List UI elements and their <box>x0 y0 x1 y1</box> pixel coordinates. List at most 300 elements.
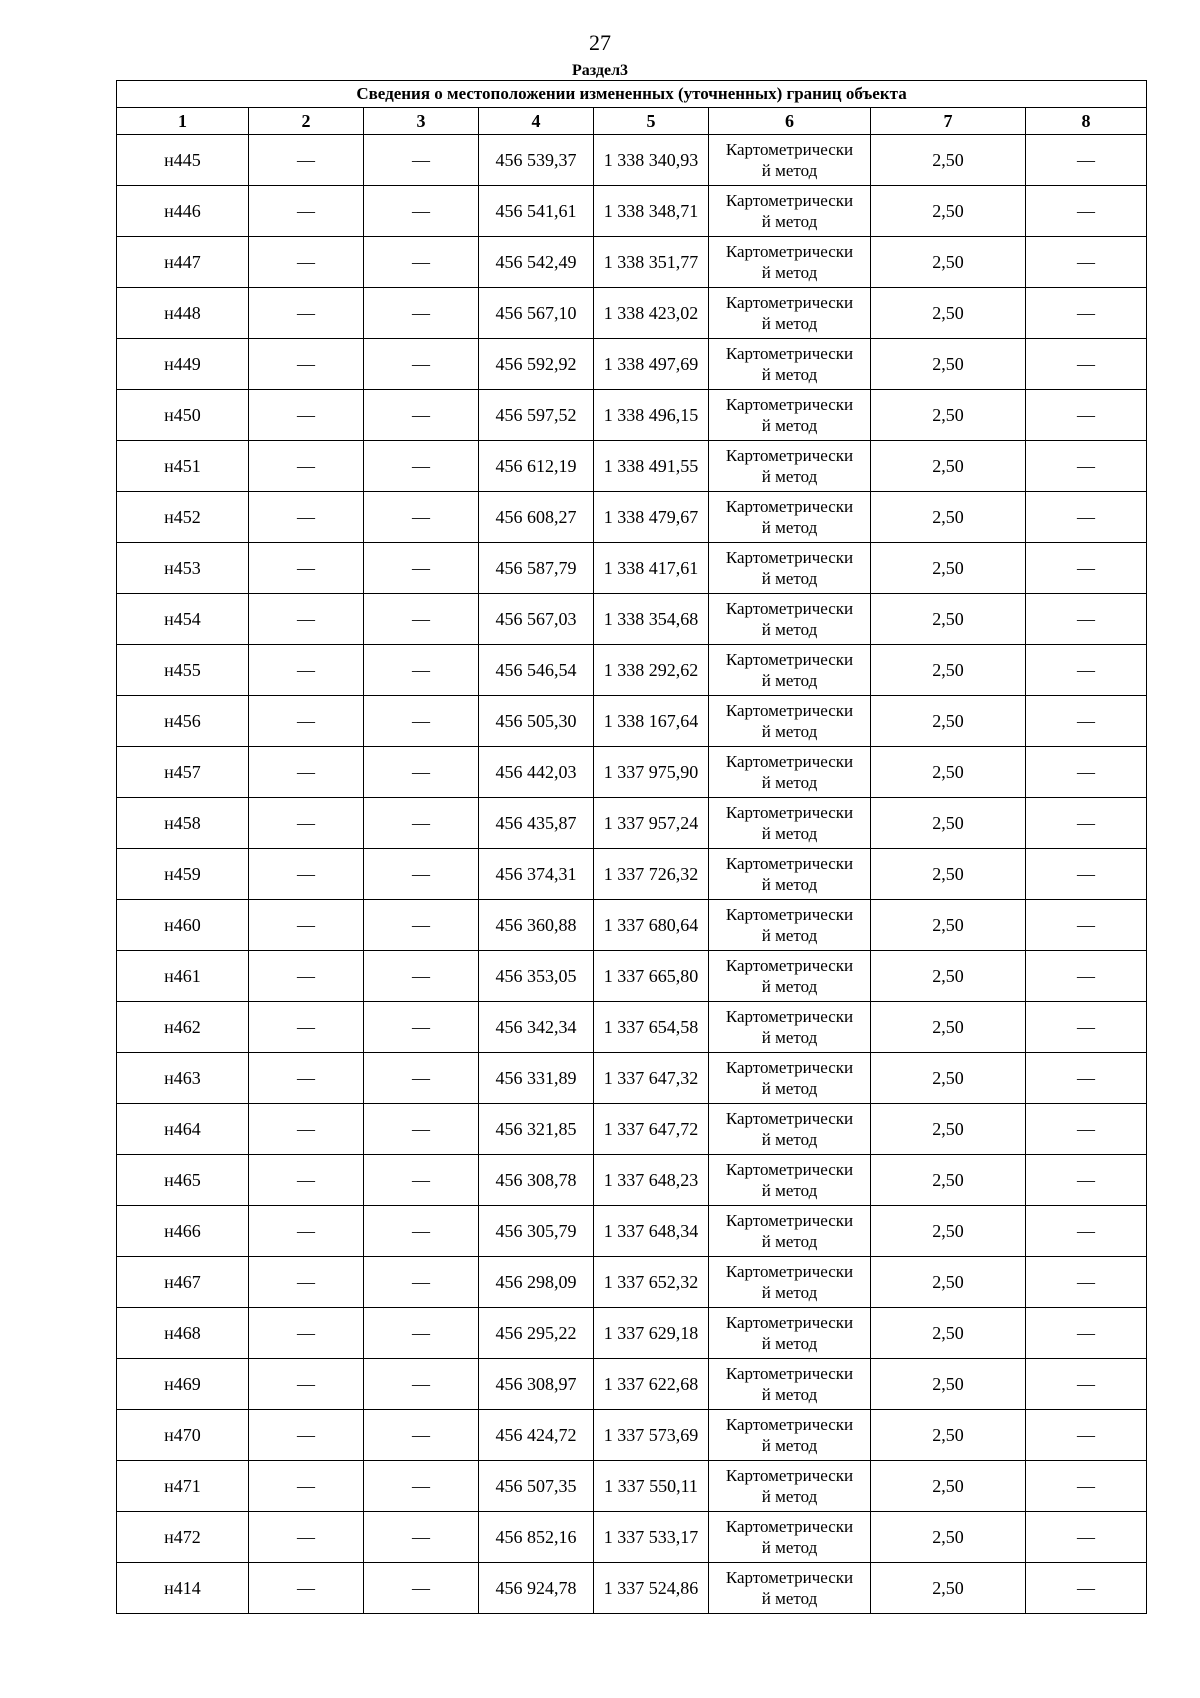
x-coordinate-cell: 456 608,27 <box>479 492 594 543</box>
method-line-1: Картометрически <box>725 701 854 720</box>
column-2-cell: — <box>249 1359 364 1410</box>
method-line-1: Картометрически <box>725 599 854 618</box>
method-line-2: й метод <box>761 161 818 180</box>
table-row <box>117 543 1147 594</box>
column-3-cell: — <box>364 696 479 747</box>
column-2-cell: — <box>249 1563 364 1614</box>
column-3-cell: — <box>364 1308 479 1359</box>
method-line-1: Картометрически <box>725 1415 854 1434</box>
column-8-cell: — <box>1026 237 1147 288</box>
table-row <box>117 1002 1147 1053</box>
method-line-1: Картометрически <box>725 1517 854 1536</box>
column-8-cell: — <box>1026 390 1147 441</box>
method-line-2: й метод <box>761 569 818 588</box>
column-number: 1 <box>117 108 249 135</box>
y-coordinate-cell: 1 337 533,17 <box>594 1512 709 1563</box>
y-coordinate-cell: 1 338 348,71 <box>594 186 709 237</box>
method-cell <box>709 1104 871 1155</box>
y-coordinate-cell: 1 337 647,72 <box>594 1104 709 1155</box>
column-3-cell: — <box>364 1359 479 1410</box>
x-coordinate-cell: 456 546,54 <box>479 645 594 696</box>
column-3-cell: — <box>364 288 479 339</box>
accuracy-cell: 2,50 <box>871 441 1026 492</box>
accuracy-cell: 2,50 <box>871 849 1026 900</box>
method-line-2: й метод <box>761 1538 818 1557</box>
y-coordinate-cell: 1 337 665,80 <box>594 951 709 1002</box>
method-cell <box>709 951 871 1002</box>
table-row <box>117 441 1147 492</box>
y-coordinate-cell: 1 338 491,55 <box>594 441 709 492</box>
method-line-1: Картометрически <box>725 293 854 312</box>
column-2-cell: — <box>249 543 364 594</box>
table-row <box>117 237 1147 288</box>
column-3-cell: — <box>364 441 479 492</box>
table-row <box>117 1359 1147 1410</box>
method-line-1: Картометрически <box>725 854 854 873</box>
point-id-cell: н466 <box>117 1206 249 1257</box>
column-2-cell: — <box>249 1410 364 1461</box>
method-line-1: Картометрически <box>725 1262 854 1281</box>
y-coordinate-cell: 1 337 975,90 <box>594 747 709 798</box>
point-id-cell: н469 <box>117 1359 249 1410</box>
x-coordinate-cell: 456 567,10 <box>479 288 594 339</box>
point-id-cell: н463 <box>117 1053 249 1104</box>
point-id-cell: н467 <box>117 1257 249 1308</box>
y-coordinate-cell: 1 338 496,15 <box>594 390 709 441</box>
column-3-cell: — <box>364 1257 479 1308</box>
point-id-cell: н451 <box>117 441 249 492</box>
y-coordinate-cell: 1 338 417,61 <box>594 543 709 594</box>
accuracy-cell: 2,50 <box>871 390 1026 441</box>
method-cell <box>709 339 871 390</box>
method-cell <box>709 1206 871 1257</box>
column-8-cell: — <box>1026 1104 1147 1155</box>
method-line-1: Картометрически <box>725 242 854 261</box>
method-cell <box>709 747 871 798</box>
y-coordinate-cell: 1 337 622,68 <box>594 1359 709 1410</box>
accuracy-cell: 2,50 <box>871 186 1026 237</box>
method-cell <box>709 492 871 543</box>
table-row <box>117 747 1147 798</box>
x-coordinate-cell: 456 360,88 <box>479 900 594 951</box>
column-8-cell: — <box>1026 1308 1147 1359</box>
column-3-cell: — <box>364 645 479 696</box>
column-3-cell: — <box>364 1563 479 1614</box>
accuracy-cell: 2,50 <box>871 1155 1026 1206</box>
column-8-cell: — <box>1026 186 1147 237</box>
column-8-cell: — <box>1026 339 1147 390</box>
column-2-cell: — <box>249 237 364 288</box>
column-8-cell: — <box>1026 1410 1147 1461</box>
method-line-2: й метод <box>761 773 818 792</box>
method-cell <box>709 849 871 900</box>
point-id-cell: н471 <box>117 1461 249 1512</box>
column-3-cell: — <box>364 1206 479 1257</box>
point-id-cell: н446 <box>117 186 249 237</box>
method-line-2: й метод <box>761 620 818 639</box>
method-line-2: й метод <box>761 314 818 333</box>
method-cell <box>709 1308 871 1359</box>
column-8-cell: — <box>1026 441 1147 492</box>
method-line-1: Картометрически <box>725 1568 854 1587</box>
method-line-2: й метод <box>761 467 818 486</box>
column-2-cell: — <box>249 1308 364 1359</box>
column-2-cell: — <box>249 441 364 492</box>
column-3-cell: — <box>364 237 479 288</box>
accuracy-cell: 2,50 <box>871 900 1026 951</box>
column-number: 5 <box>594 108 709 135</box>
column-3-cell: — <box>364 849 479 900</box>
column-2-cell: — <box>249 339 364 390</box>
table-row <box>117 1410 1147 1461</box>
column-8-cell: — <box>1026 594 1147 645</box>
accuracy-cell: 2,50 <box>871 1308 1026 1359</box>
method-line-1: Картометрически <box>725 803 854 822</box>
method-line-1: Картометрически <box>725 1109 854 1128</box>
method-line-2: й метод <box>761 1232 818 1251</box>
x-coordinate-cell: 456 507,35 <box>479 1461 594 1512</box>
column-2-cell: — <box>249 1206 364 1257</box>
accuracy-cell: 2,50 <box>871 1104 1026 1155</box>
column-8-cell: — <box>1026 951 1147 1002</box>
table-row <box>117 492 1147 543</box>
point-id-cell: н414 <box>117 1563 249 1614</box>
method-line-2: й метод <box>761 1028 818 1047</box>
point-id-cell: н461 <box>117 951 249 1002</box>
column-3-cell: — <box>364 900 479 951</box>
method-line-2: й метод <box>761 416 818 435</box>
accuracy-cell: 2,50 <box>871 135 1026 186</box>
accuracy-cell: 2,50 <box>871 543 1026 594</box>
column-number: 3 <box>364 108 479 135</box>
method-line-2: й метод <box>761 1436 818 1455</box>
method-line-1: Картометрически <box>725 191 854 210</box>
method-line-1: Картометрически <box>725 1007 854 1026</box>
method-cell <box>709 696 871 747</box>
accuracy-cell: 2,50 <box>871 696 1026 747</box>
column-2-cell: — <box>249 390 364 441</box>
table-row <box>117 1104 1147 1155</box>
method-line-2: й метод <box>761 977 818 996</box>
column-8-cell: — <box>1026 1563 1147 1614</box>
column-2-cell: — <box>249 849 364 900</box>
column-8-cell: — <box>1026 135 1147 186</box>
method-line-2: й метод <box>761 722 818 741</box>
method-line-2: й метод <box>761 212 818 231</box>
boundary-table <box>116 80 1147 1614</box>
method-line-2: й метод <box>761 518 818 537</box>
x-coordinate-cell: 456 924,78 <box>479 1563 594 1614</box>
method-line-1: Картометрически <box>725 1160 854 1179</box>
column-3-cell: — <box>364 951 479 1002</box>
x-coordinate-cell: 456 587,79 <box>479 543 594 594</box>
method-line-1: Картометрически <box>725 395 854 414</box>
method-cell <box>709 900 871 951</box>
method-line-1: Картометрически <box>725 344 854 363</box>
accuracy-cell: 2,50 <box>871 1053 1026 1104</box>
table-row <box>117 849 1147 900</box>
method-cell <box>709 1410 871 1461</box>
y-coordinate-cell: 1 337 629,18 <box>594 1308 709 1359</box>
accuracy-cell: 2,50 <box>871 747 1026 798</box>
point-id-cell: н462 <box>117 1002 249 1053</box>
point-id-cell: н458 <box>117 798 249 849</box>
y-coordinate-cell: 1 337 652,32 <box>594 1257 709 1308</box>
method-line-2: й метод <box>761 1487 818 1506</box>
column-8-cell: — <box>1026 1257 1147 1308</box>
x-coordinate-cell: 456 295,22 <box>479 1308 594 1359</box>
method-line-2: й метод <box>761 824 818 843</box>
point-id-cell: н465 <box>117 1155 249 1206</box>
table-row <box>117 696 1147 747</box>
x-coordinate-cell: 456 597,52 <box>479 390 594 441</box>
y-coordinate-cell: 1 338 354,68 <box>594 594 709 645</box>
accuracy-cell: 2,50 <box>871 594 1026 645</box>
section-title: Раздел3 <box>571 62 629 79</box>
column-8-cell: — <box>1026 1155 1147 1206</box>
column-2-cell: — <box>249 1053 364 1104</box>
x-coordinate-cell: 456 852,16 <box>479 1512 594 1563</box>
x-coordinate-cell: 456 592,92 <box>479 339 594 390</box>
method-line-1: Картометрически <box>725 956 854 975</box>
point-id-cell: н453 <box>117 543 249 594</box>
method-cell <box>709 288 871 339</box>
method-line-1: Картометрически <box>725 497 854 516</box>
y-coordinate-cell: 1 338 340,93 <box>594 135 709 186</box>
method-line-2: й метод <box>761 1589 818 1608</box>
method-cell <box>709 645 871 696</box>
method-cell <box>709 1563 871 1614</box>
method-line-1: Картометрически <box>725 650 854 669</box>
table-row <box>117 390 1147 441</box>
method-line-1: Картометрически <box>725 1058 854 1077</box>
table-row <box>117 1257 1147 1308</box>
method-line-2: й метод <box>761 1181 818 1200</box>
column-8-cell: — <box>1026 696 1147 747</box>
method-cell <box>709 1461 871 1512</box>
y-coordinate-cell: 1 337 648,23 <box>594 1155 709 1206</box>
column-number: 4 <box>479 108 594 135</box>
column-3-cell: — <box>364 135 479 186</box>
table-row <box>117 339 1147 390</box>
method-line-1: Картометрически <box>725 140 854 159</box>
method-cell <box>709 390 871 441</box>
y-coordinate-cell: 1 337 957,24 <box>594 798 709 849</box>
column-8-cell: — <box>1026 288 1147 339</box>
accuracy-cell: 2,50 <box>871 798 1026 849</box>
column-2-cell: — <box>249 288 364 339</box>
method-cell <box>709 1053 871 1104</box>
method-cell <box>709 594 871 645</box>
method-line-2: й метод <box>761 1283 818 1302</box>
table-row <box>117 135 1147 186</box>
column-8-cell: — <box>1026 1359 1147 1410</box>
column-8-cell: — <box>1026 1512 1147 1563</box>
column-2-cell: — <box>249 747 364 798</box>
x-coordinate-cell: 456 353,05 <box>479 951 594 1002</box>
y-coordinate-cell: 1 337 654,58 <box>594 1002 709 1053</box>
column-3-cell: — <box>364 798 479 849</box>
accuracy-cell: 2,50 <box>871 951 1026 1002</box>
point-id-cell: н445 <box>117 135 249 186</box>
column-3-cell: — <box>364 1461 479 1512</box>
method-line-1: Картометрически <box>725 1364 854 1383</box>
table-row <box>117 900 1147 951</box>
column-8-cell: — <box>1026 492 1147 543</box>
column-number-row <box>117 108 1147 135</box>
x-coordinate-cell: 456 308,78 <box>479 1155 594 1206</box>
column-2-cell: — <box>249 900 364 951</box>
column-2-cell: — <box>249 798 364 849</box>
x-coordinate-cell: 456 331,89 <box>479 1053 594 1104</box>
method-cell <box>709 1155 871 1206</box>
method-cell <box>709 1002 871 1053</box>
method-cell <box>709 441 871 492</box>
method-line-2: й метод <box>761 875 818 894</box>
method-line-2: й метод <box>761 365 818 384</box>
column-3-cell: — <box>364 339 479 390</box>
y-coordinate-cell: 1 337 550,11 <box>594 1461 709 1512</box>
method-cell <box>709 798 871 849</box>
table-body <box>117 135 1147 1614</box>
column-3-cell: — <box>364 594 479 645</box>
x-coordinate-cell: 456 308,97 <box>479 1359 594 1410</box>
accuracy-cell: 2,50 <box>871 339 1026 390</box>
accuracy-cell: 2,50 <box>871 645 1026 696</box>
point-id-cell: н460 <box>117 900 249 951</box>
table-row <box>117 288 1147 339</box>
accuracy-cell: 2,50 <box>871 1359 1026 1410</box>
method-cell <box>709 186 871 237</box>
column-8-cell: — <box>1026 645 1147 696</box>
point-id-cell: н468 <box>117 1308 249 1359</box>
method-cell <box>709 237 871 288</box>
method-cell <box>709 1257 871 1308</box>
table-row <box>117 1206 1147 1257</box>
method-line-1: Картометрически <box>725 446 854 465</box>
point-id-cell: н456 <box>117 696 249 747</box>
method-line-1: Картометрически <box>725 905 854 924</box>
x-coordinate-cell: 456 612,19 <box>479 441 594 492</box>
table-row <box>117 1563 1147 1614</box>
y-coordinate-cell: 1 337 648,34 <box>594 1206 709 1257</box>
column-number: 6 <box>709 108 871 135</box>
column-3-cell: — <box>364 390 479 441</box>
accuracy-cell: 2,50 <box>871 1461 1026 1512</box>
table-row <box>117 1308 1147 1359</box>
accuracy-cell: 2,50 <box>871 1410 1026 1461</box>
method-line-1: Картометрически <box>725 1313 854 1332</box>
accuracy-cell: 2,50 <box>871 288 1026 339</box>
method-line-2: й метод <box>761 1130 818 1149</box>
column-3-cell: — <box>364 1053 479 1104</box>
point-id-cell: н450 <box>117 390 249 441</box>
column-2-cell: — <box>249 186 364 237</box>
method-line-1: Картометрически <box>725 1466 854 1485</box>
column-8-cell: — <box>1026 543 1147 594</box>
column-2-cell: — <box>249 1104 364 1155</box>
accuracy-cell: 2,50 <box>871 1002 1026 1053</box>
table-row <box>117 798 1147 849</box>
column-3-cell: — <box>364 186 479 237</box>
x-coordinate-cell: 456 342,34 <box>479 1002 594 1053</box>
column-8-cell: — <box>1026 747 1147 798</box>
table-row <box>117 186 1147 237</box>
point-id-cell: н447 <box>117 237 249 288</box>
accuracy-cell: 2,50 <box>871 1512 1026 1563</box>
x-coordinate-cell: 456 298,09 <box>479 1257 594 1308</box>
column-8-cell: — <box>1026 1206 1147 1257</box>
x-coordinate-cell: 456 321,85 <box>479 1104 594 1155</box>
y-coordinate-cell: 1 337 524,86 <box>594 1563 709 1614</box>
x-coordinate-cell: 456 424,72 <box>479 1410 594 1461</box>
y-coordinate-cell: 1 338 351,77 <box>594 237 709 288</box>
x-coordinate-cell: 456 542,49 <box>479 237 594 288</box>
method-line-2: й метод <box>761 1079 818 1098</box>
accuracy-cell: 2,50 <box>871 1257 1026 1308</box>
y-coordinate-cell: 1 337 726,32 <box>594 849 709 900</box>
column-2-cell: — <box>249 696 364 747</box>
x-coordinate-cell: 456 435,87 <box>479 798 594 849</box>
method-line-1: Картометрически <box>725 548 854 567</box>
x-coordinate-cell: 456 539,37 <box>479 135 594 186</box>
table-row <box>117 645 1147 696</box>
x-coordinate-cell: 456 567,03 <box>479 594 594 645</box>
column-2-cell: — <box>249 1461 364 1512</box>
column-2-cell: — <box>249 1002 364 1053</box>
column-number: 7 <box>871 108 1026 135</box>
column-3-cell: — <box>364 1410 479 1461</box>
column-8-cell: — <box>1026 798 1147 849</box>
accuracy-cell: 2,50 <box>871 1206 1026 1257</box>
column-8-cell: — <box>1026 849 1147 900</box>
y-coordinate-cell: 1 337 647,32 <box>594 1053 709 1104</box>
point-id-cell: н455 <box>117 645 249 696</box>
point-id-cell: н448 <box>117 288 249 339</box>
column-3-cell: — <box>364 1155 479 1206</box>
y-coordinate-cell: 1 338 423,02 <box>594 288 709 339</box>
x-coordinate-cell: 456 505,30 <box>479 696 594 747</box>
column-number: 8 <box>1026 108 1147 135</box>
column-number: 2 <box>249 108 364 135</box>
method-line-1: Картометрически <box>725 1211 854 1230</box>
accuracy-cell: 2,50 <box>871 492 1026 543</box>
column-2-cell: — <box>249 594 364 645</box>
column-2-cell: — <box>249 1155 364 1206</box>
column-8-cell: — <box>1026 1461 1147 1512</box>
point-id-cell: н459 <box>117 849 249 900</box>
column-2-cell: — <box>249 492 364 543</box>
point-id-cell: н472 <box>117 1512 249 1563</box>
column-2-cell: — <box>249 1257 364 1308</box>
column-3-cell: — <box>364 1512 479 1563</box>
point-id-cell: н452 <box>117 492 249 543</box>
column-2-cell: — <box>249 951 364 1002</box>
table-row <box>117 951 1147 1002</box>
point-id-cell: н464 <box>117 1104 249 1155</box>
point-id-cell: н470 <box>117 1410 249 1461</box>
column-3-cell: — <box>364 543 479 594</box>
method-line-1: Картометрически <box>725 752 854 771</box>
point-id-cell: н457 <box>117 747 249 798</box>
y-coordinate-cell: 1 338 497,69 <box>594 339 709 390</box>
point-id-cell: н454 <box>117 594 249 645</box>
y-coordinate-cell: 1 338 167,64 <box>594 696 709 747</box>
point-id-cell: н449 <box>117 339 249 390</box>
x-coordinate-cell: 456 541,61 <box>479 186 594 237</box>
x-coordinate-cell: 456 374,31 <box>479 849 594 900</box>
method-cell <box>709 1512 871 1563</box>
